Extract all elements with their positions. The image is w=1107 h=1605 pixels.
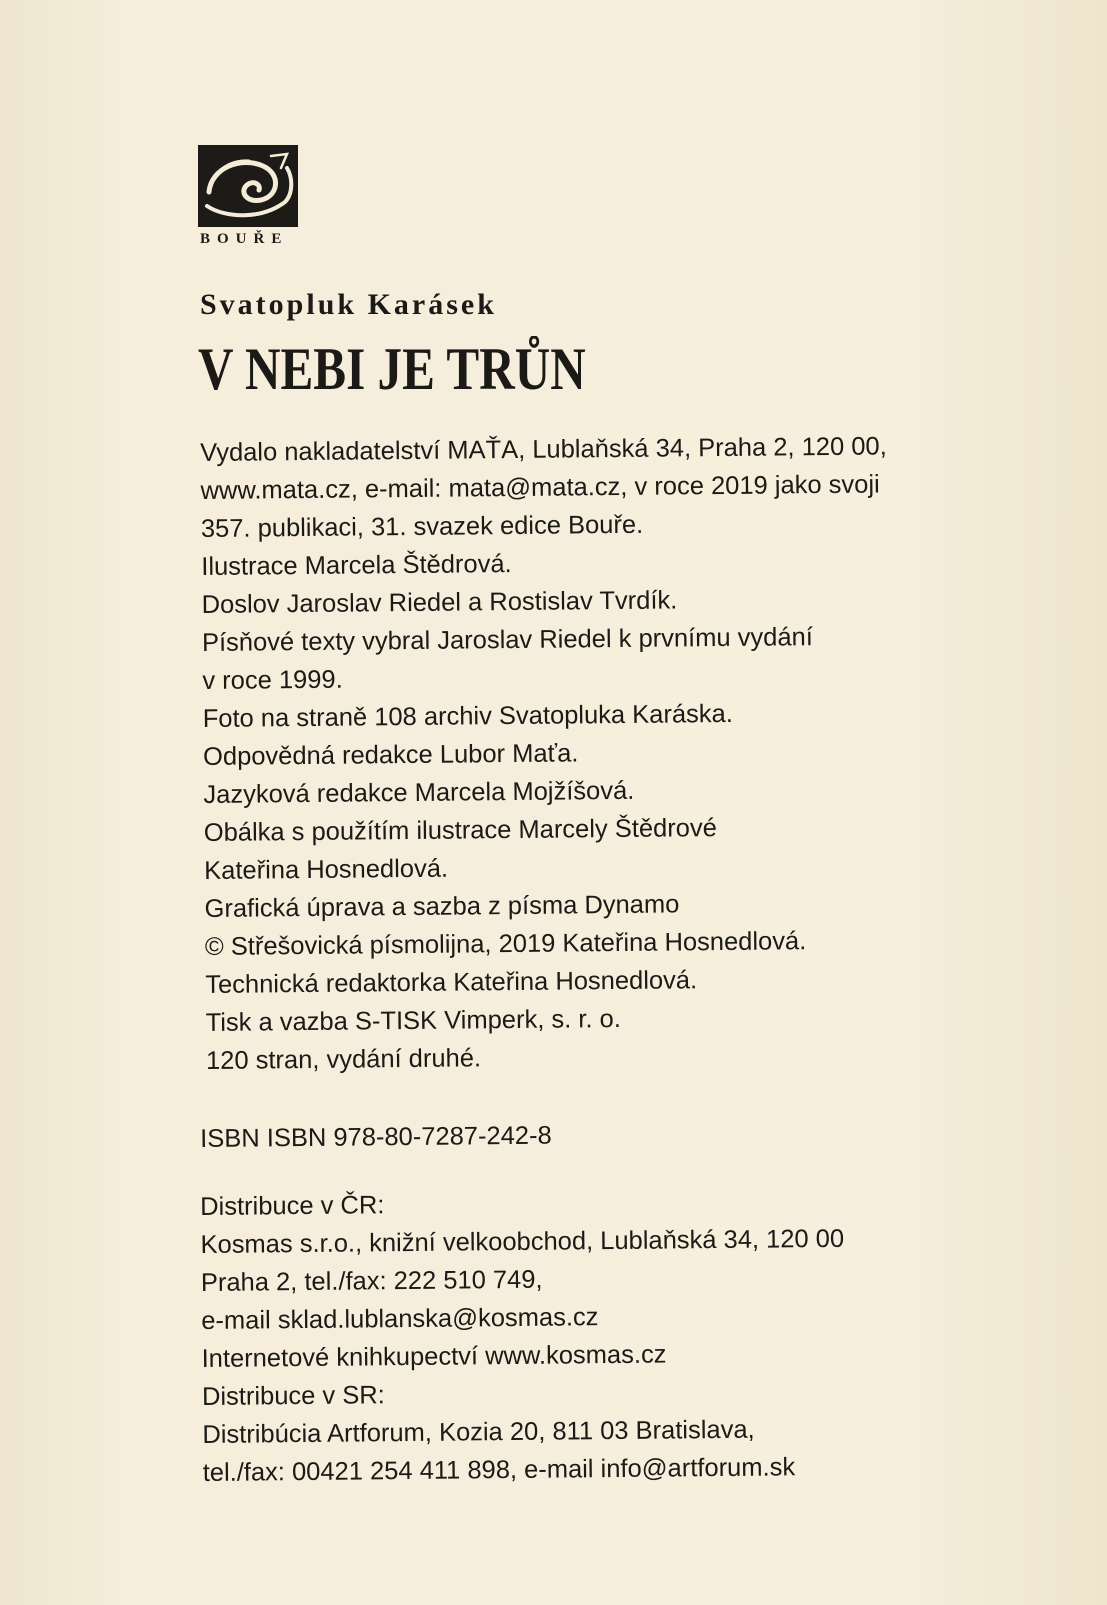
imprint-line: Grafická úprava a sazba z písma Dynamo	[204, 890, 680, 923]
logo-wordmark: BOUŘE	[200, 231, 289, 247]
swirl-wave-icon	[198, 145, 298, 227]
book-title: V NEBI JE TRŮN	[198, 336, 586, 402]
imprint-line: Ilustrace Marcela Štědrová.	[201, 550, 512, 581]
imprint-line: Vydalo nakladatelství MAŤA, Lublaňská 34, Praha 2, 120 00,	[200, 432, 887, 467]
distribution-line: Distribuce v SR:	[201, 1381, 385, 1411]
imprint-line: Technická redaktorka Kateřina Hosnedlová.	[205, 966, 698, 999]
isbn-line: ISBN ISBN 978-80-7287-242-8	[200, 1121, 552, 1153]
distribution-line: Praha 2, tel./fax: 222 510 749,	[200, 1265, 543, 1297]
imprint-line: v roce 1999.	[202, 665, 343, 695]
isbn-block	[200, 1112, 1080, 1158]
imprint-line: © Střešovická písmolijna, 2019 Kateřina Hosnedlová.	[204, 927, 807, 961]
imprint-line: www.mata.cz, e-mail: mata@mata.cz, v roce 2019 jako svoji	[200, 470, 880, 505]
distribution-line: Internetové knihkupectví www.kosmas.cz	[201, 1340, 667, 1373]
author-name: Svatopluk Karásek	[200, 288, 497, 321]
imprint-line: Foto na straně 108 archiv Svatopluka Karáska.	[202, 699, 733, 733]
imprint-block	[200, 426, 1086, 1080]
distribution-line: e-mail sklad.lublanska@kosmas.cz	[201, 1303, 599, 1335]
distribution-line: tel./fax: 00421 254 411 898, e-mail info@artforum.sk	[202, 1453, 796, 1487]
distribution-line: Kosmas s.r.o., knižní velkoobchod, Lublaňská 34, 120 00	[200, 1224, 845, 1259]
imprint-line: Kateřina Hosnedlová.	[204, 854, 449, 885]
imprint-line: Doslov Jaroslav Riedel a Rostislav Tvrdík.	[201, 586, 678, 619]
distribution-block	[200, 1180, 1083, 1492]
imprint-line: Odpovědná redakce Lubor Maťa.	[202, 739, 579, 771]
imprint-line: Písňové texty vybral Jaroslav Riedel k prvnímu vydání	[201, 623, 813, 657]
imprint-line: 120 stran, vydání druhé.	[205, 1044, 482, 1075]
imprint-line: Jazyková redakce Marcela Mojžíšová.	[203, 776, 635, 809]
distribution-line: Distribuce v ČR:	[200, 1191, 385, 1221]
publisher-logo	[198, 145, 306, 248]
imprint-line: Tisk a vazba S-TISK Vimperk, s. r. o.	[205, 1004, 621, 1037]
imprint-line: 357. publikaci, 31. svazek edice Bouře.	[200, 510, 644, 543]
distribution-line: Distribúcia Artforum, Kozia 20, 811 03 Bratislava,	[202, 1415, 755, 1449]
imprint-line: Obálka s použítím ilustrace Marcely Štědrové	[203, 814, 717, 847]
